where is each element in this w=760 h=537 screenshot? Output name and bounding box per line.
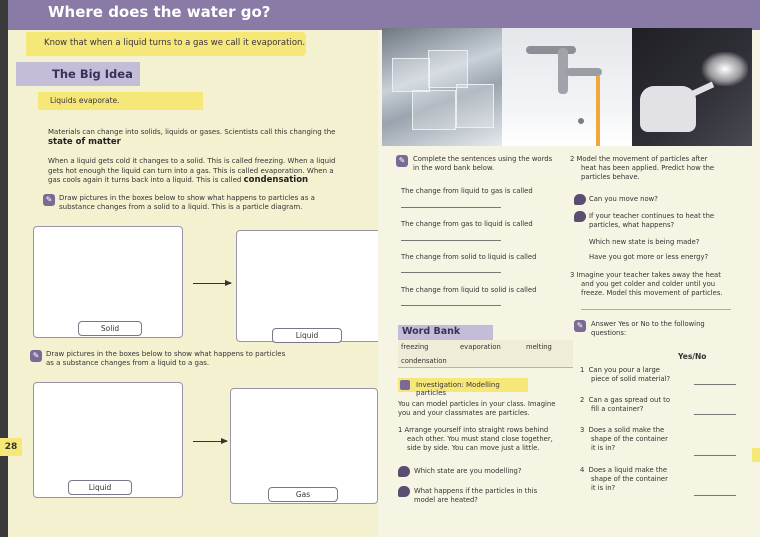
divider [581, 309, 731, 310]
question-line: Does a solid make the [588, 426, 665, 434]
question-line: model are heated? [414, 496, 478, 504]
answer-line[interactable] [401, 240, 501, 241]
intro-line: You can model particles in your class. Imagine [398, 400, 556, 408]
steaming-kettle-photo [632, 28, 752, 146]
big-idea-text: Liquids evaporate. [38, 92, 203, 110]
instruction-line: Answer Yes or No to the following [591, 320, 705, 328]
step-line: heat has been applied. Predict how the [581, 164, 715, 172]
yesno-question-4 [580, 466, 730, 493]
task-complete-sentences [396, 155, 576, 173]
pencil-icon: ✎ [30, 350, 42, 362]
state-of-matter-term: state of matter [48, 136, 121, 147]
pencil-icon: ✎ [396, 155, 408, 167]
big-idea-heading: The Big Idea [16, 62, 140, 86]
speech-bubble-icon [574, 211, 586, 222]
question-modelling: Which state are you modelling? [414, 467, 522, 475]
hand-icon [400, 380, 410, 390]
gas-label: Gas [268, 487, 338, 502]
step-line: freeze. Model this movement of particles. [581, 289, 723, 297]
step-line: 1 Arrange yourself into straight rows behind [398, 426, 549, 434]
yesno-answer-line[interactable] [694, 384, 736, 385]
word-bank-word: freezing [401, 343, 429, 351]
step-line: each other. You must stand close together, [407, 435, 553, 443]
question-line: particles, what happens? [589, 221, 675, 229]
word-bank-word: evaporation [460, 343, 501, 351]
question-line: piece of solid material? [591, 375, 671, 383]
question-number: 1 [580, 366, 585, 374]
condensation-term: condensation [243, 175, 309, 185]
sentence-3: The change from solid to liquid is called [401, 253, 537, 261]
answer-line[interactable] [401, 305, 501, 306]
yesno-question-1 [580, 366, 730, 384]
question-line: shape of the container [591, 435, 668, 443]
question-line: Can a gas spread out to [588, 396, 670, 404]
instruction-line: as a substance changes from a liquid to a gas. [46, 359, 210, 367]
running-tap-photo [502, 28, 632, 146]
investigation-intro [398, 400, 578, 418]
title-strip-right [378, 0, 760, 30]
learning-objective: Know that when a liquid turns to a gas we call it evaporation. [26, 32, 306, 56]
pencil-icon: ✎ [574, 320, 586, 332]
word-bank-word: melting [526, 343, 552, 351]
step-line: side by side. You can move just a little. [407, 444, 540, 452]
question-move: Can you move now? [589, 195, 658, 203]
right-page [378, 0, 760, 537]
question-teacher-heat [589, 212, 749, 230]
page-number: 28 [0, 438, 22, 456]
question-line: it is in? [591, 444, 616, 452]
states-line: gets hot enough the liquid can turn into a gas. This is called evaporation. When a [48, 166, 334, 175]
instruction-line: questions: [591, 329, 627, 337]
instruction-line: Draw pictures in the boxes below to show what happens to particles [46, 350, 286, 358]
liquid-label-2: Liquid [68, 480, 132, 495]
page-edge-tab [752, 448, 760, 462]
step-line: 3 Imagine your teacher takes away the heat [570, 271, 721, 279]
word-bank [398, 340, 573, 368]
intro-line: you and your classmates are particles. [398, 409, 530, 417]
question-number: 2 [580, 396, 585, 404]
yesno-instruction [574, 320, 754, 338]
question-number: 4 [580, 466, 585, 474]
question-line: fill a container? [591, 405, 644, 413]
question-line: If your teacher continues to heat the [589, 212, 715, 220]
left-page [8, 0, 378, 537]
intro-paragraph [48, 128, 348, 147]
investigation-label [398, 378, 528, 397]
liquid-diagram-box[interactable] [236, 230, 381, 342]
yesno-answer-line[interactable] [694, 414, 736, 415]
word-bank-word: condensation [401, 357, 447, 365]
question-line: Does a liquid make the [588, 466, 667, 474]
step-2 [570, 155, 750, 182]
question-line: What happens if the particles in this [414, 487, 538, 495]
states-line: When a liquid gets cold it changes to a solid. This is called freezing. When a liquid [48, 157, 336, 165]
sentence-4: The change from liquid to solid is called [401, 286, 537, 294]
intro-line: Materials can change into solids, liquids or gases. Scientists call this changing the [48, 128, 336, 136]
answer-line[interactable] [401, 207, 501, 208]
yesno-question-3 [580, 426, 730, 453]
instruction-solid-liquid [43, 194, 343, 212]
pencil-icon: ✎ [43, 194, 55, 206]
question-heated [414, 487, 574, 505]
step-line: particles behave. [581, 173, 640, 181]
question-new-state: Which new state is being made? [589, 238, 700, 246]
question-line: it is in? [591, 484, 616, 492]
speech-bubble-icon [574, 194, 586, 205]
solid-label: Solid [78, 321, 142, 336]
states-paragraph [48, 157, 348, 186]
task-line: Complete the sentences using the words [413, 155, 553, 163]
step-line: 2 Model the movement of particles after [570, 155, 708, 163]
yesno-answer-line[interactable] [694, 495, 736, 496]
sentence-1: The change from liquid to gas is called [401, 187, 533, 195]
yesno-question-2 [580, 396, 730, 414]
instruction-line: substance changes from a solid to a liquid. This is a particle diagram. [59, 203, 303, 211]
states-line: gas cools again it turns back into a liquid. This is called [48, 176, 242, 184]
task-line: in the word bank below. [413, 164, 495, 172]
liquid-label: Liquid [272, 328, 342, 343]
question-energy: Have you got more or less energy? [589, 253, 709, 261]
right-arrow-icon [193, 283, 231, 284]
step-1 [398, 426, 578, 453]
photo-strip [382, 28, 752, 146]
word-bank-heading: Word Bank [398, 325, 493, 340]
right-arrow-icon [193, 441, 227, 442]
page-title: Where does the water go? [48, 3, 271, 21]
answer-line[interactable] [401, 272, 501, 273]
question-line: shape of the container [591, 475, 668, 483]
step-line: and you get colder and colder until you [581, 280, 716, 288]
ice-cubes-photo [382, 28, 502, 146]
question-line: Can you pour a large [588, 366, 660, 374]
step-3 [570, 271, 750, 298]
question-number: 3 [580, 426, 585, 434]
instruction-line: Draw pictures in the boxes below to show what happens to particles as a [59, 194, 315, 202]
investigation-title: Investigation: Modelling particles [416, 381, 500, 397]
instruction-liquid-gas [30, 350, 330, 368]
yesno-answer-line[interactable] [694, 455, 736, 456]
yesno-header: Yes/No [678, 352, 707, 361]
speech-bubble-icon [398, 486, 410, 497]
sentence-2: The change from gas to liquid is called [401, 220, 533, 228]
speech-bubble-icon [398, 466, 410, 477]
